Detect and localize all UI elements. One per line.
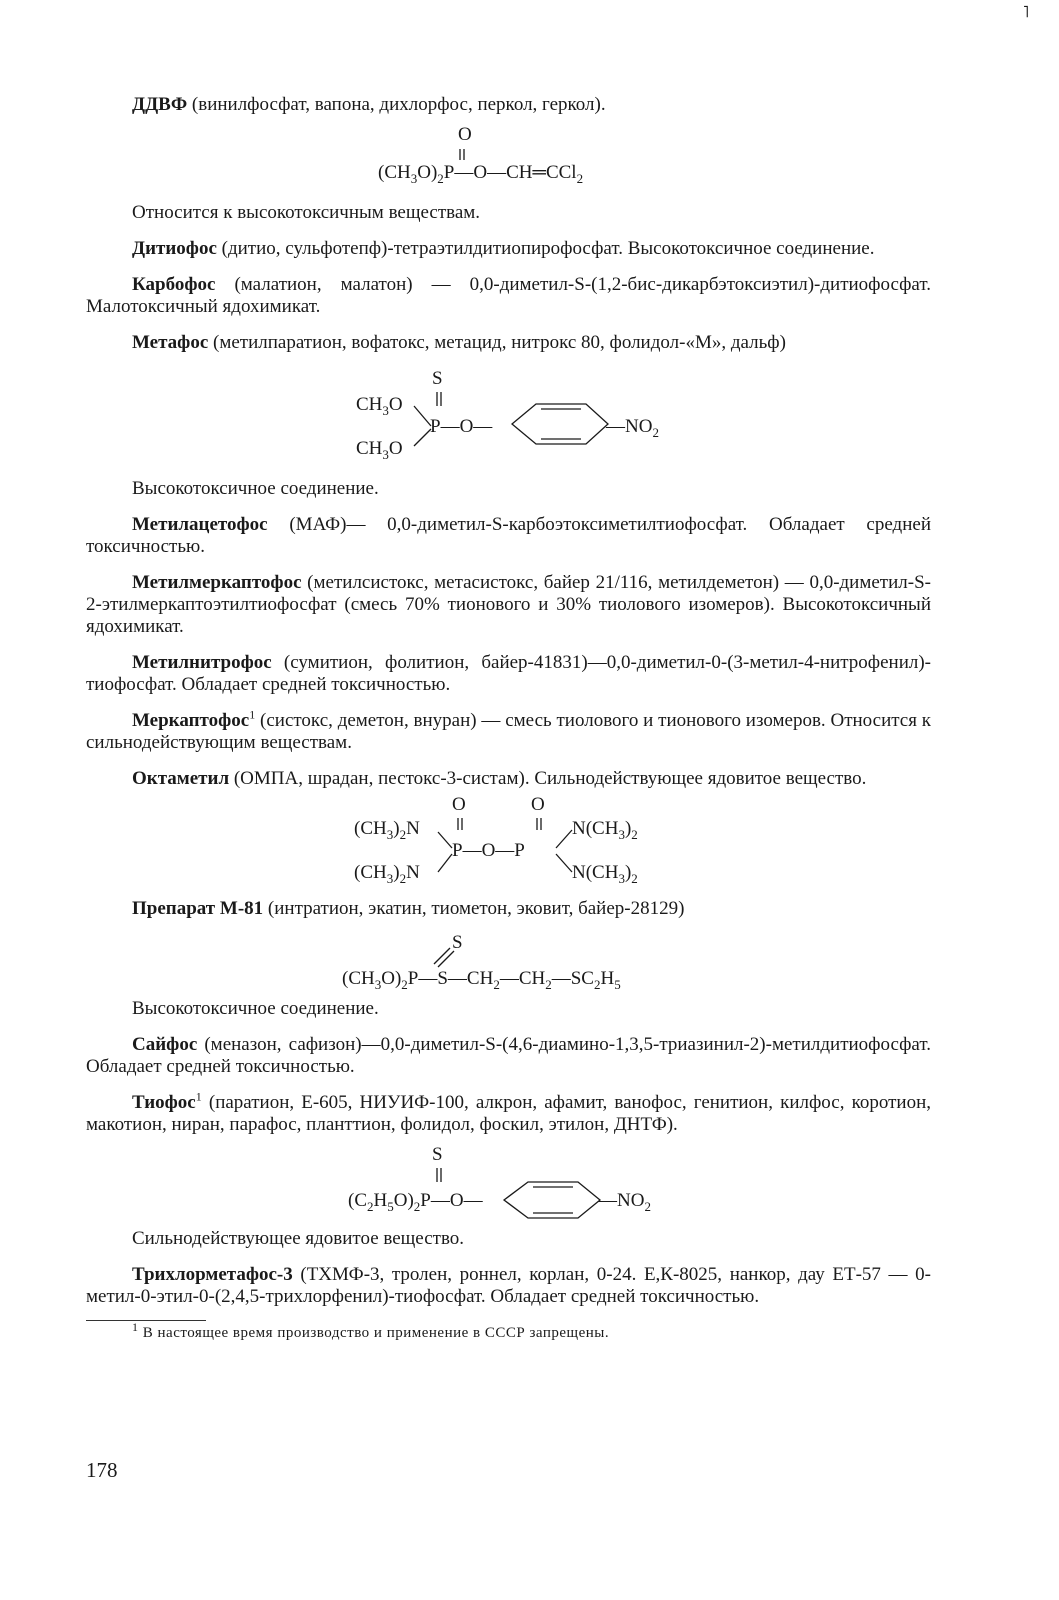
entry-term: Дитиофос <box>132 238 217 259</box>
formula-text: P—O— <box>430 416 493 437</box>
page-number: 178 <box>86 1458 118 1482</box>
entry-oktametil <box>86 768 931 790</box>
page-body <box>86 88 931 1342</box>
note-tiofos: Сильнодействующее ядовитое вещество. <box>132 1228 465 1249</box>
footnote-text: В настоящее время производство и применение в СССР запрещены. <box>138 1325 610 1341</box>
corner-mark: ˥ <box>1022 4 1029 21</box>
footnote-divider <box>86 1320 206 1321</box>
entry-text: (метилпаратион, вофатокс, метацид, нитрокс 80, фолидол-«М», дальф) <box>208 332 786 353</box>
note-m81: Высокотоксичное соединение. <box>132 998 379 1019</box>
formula-atom-s: S <box>432 368 443 389</box>
entry-text: (ТХМФ-3, тролен, роннел, корлан, 0-24. Е,К-8025, нанкор, дау ЕТ-57 — 0-метил-0-этил-0-(2,4,5-трихлорфенил)-тиофосфат. Обладает средней токсичностью. <box>86 1264 931 1307</box>
entry-term: Метилмеркаптофос <box>132 572 302 593</box>
entry-text: (ОМПА, шрадан, пестокс-3-систам). Сильнодействующее ядовитое вещество. <box>229 768 867 789</box>
formula-atom-o: O <box>531 794 545 815</box>
note-ddvf: Относится к высокотоксичным веществам. <box>132 202 481 223</box>
formula-ddvf-svg <box>86 116 931 184</box>
formula-text: $(CH_3)_2N$ <box>354 862 420 886</box>
entry-preparat-m81 <box>86 898 931 920</box>
entry-term: Тиофос <box>132 1092 196 1113</box>
entry-karbofos <box>86 274 931 318</box>
entry-text: (метилсистокс, метасистокс, байер 21/116, метилдеметон) — 0,0-диметил-S-2-этилмеркаптоэтилтиофосфат (смесь 70% тионового и 30% тиолового изомеров). Высокотоксичный ядохимикат. <box>86 572 931 637</box>
entry-text: (винилфосфат, вапона, дихлорфос, перкол, геркол). <box>187 94 606 115</box>
formula-text: $—NO_2$ <box>606 416 659 440</box>
formula-tiofos <box>86 1136 931 1216</box>
entry-term: ДДВФ <box>132 94 188 115</box>
entry-term: Октаметил <box>132 768 230 789</box>
formula-text: $CH_3O$ <box>356 438 403 462</box>
formula-atom-o: O <box>458 124 472 145</box>
entry-text: (меназон, сафизон)—0,0-диметил-S-(4,6-диамино-1,3,5-триазинил-2)-метилдитиофосфат. Обладает средней токсичностью. <box>86 1034 931 1077</box>
entry-ddvf <box>86 94 931 116</box>
entry-metilnitrofos <box>86 652 931 696</box>
entry-text: (паратион, Е-605, НИУИФ-100, алкрон, афамит, ванофос, генитион, килфос, коротион, макотион, ниран, парафос, планттион, фолидол, фоскил, этилон, ДНТФ). <box>86 1092 931 1135</box>
formula-text: $N(CH_3)_2$ <box>572 862 638 886</box>
entry-sayfos <box>86 1034 931 1078</box>
entry-metilacetofos <box>86 514 931 558</box>
formula-oktametil-svg <box>86 790 931 890</box>
entry-term: Карбофос <box>132 274 216 295</box>
entry-term: Препарат М-81 <box>132 898 264 919</box>
formula-text: $(CH_3O)_2P—O—CH═CCl_2$ <box>378 162 584 186</box>
formula-m81-svg <box>86 920 931 992</box>
formula-text: P—O—P <box>452 840 525 861</box>
formula-oktametil <box>86 790 931 890</box>
note-metafos: Высокотоксичное соединение. <box>132 478 379 499</box>
formula-text: $(C_2H_5O)_2P—O—$ <box>348 1190 483 1214</box>
entry-term: Метафос <box>132 332 209 353</box>
formula-text: $(CH_3)_2N$ <box>354 818 420 842</box>
formula-metafos <box>86 354 931 474</box>
entry-text: (систокс, деметон, внуран) — смесь тиолового и тионового изомеров. Относится к сильнодействующим веществам. <box>86 710 931 753</box>
entry-text: (малатион, малатон) — 0,0-диметил-S-(1,2-бис-дикарбэтоксиэтил)-дитиофосфат. Малотоксичный ядохимикат. <box>86 274 931 317</box>
formula-text: $(CH_3O)_2P—S—CH_2—CH_2—SC_2H_5$ <box>342 968 621 992</box>
entry-metafos <box>86 332 931 354</box>
entry-text: (сумитион, фолитион, байер-41831)—0,0-диметил-0-(3-метил-4-нитрофенил)-тиофосфат. Обладает средней токсичностью. <box>86 652 931 695</box>
entry-term: Меркаптофос <box>132 710 250 731</box>
formula-text: $CH_3O$ <box>356 394 403 418</box>
entry-trihlormetafos <box>86 1264 931 1308</box>
formula-m81 <box>86 920 931 992</box>
footnote-ref: 1 <box>195 1089 202 1104</box>
entry-text: (интратион, экатин, тиометон, эковит, байер-28129) <box>263 898 685 919</box>
entry-term: Сайфос <box>132 1034 198 1055</box>
entry-term: Метилнитрофос <box>132 652 272 673</box>
footnote-mark: 1 <box>132 1320 139 1334</box>
formula-ddvf <box>86 116 931 184</box>
entry-text: (дитио, сульфотепф)-тетраэтилдитиопирофосфат. Высокотоксичное соединение. <box>216 238 875 259</box>
formula-tiofos-svg <box>86 1136 931 1216</box>
entry-term: Трихлорметафос-3 <box>132 1264 293 1285</box>
entry-ditiofos <box>86 238 931 260</box>
formula-atom-s: S <box>432 1144 443 1165</box>
formula-text: $—NO_2$ <box>598 1190 651 1214</box>
formula-metafos-svg <box>86 354 931 474</box>
formula-atom-s: S <box>452 932 463 953</box>
footnote <box>86 1320 931 1342</box>
entry-merkaptofos <box>86 707 931 754</box>
entry-term: Метилацетофос <box>132 514 268 535</box>
entry-text: (МАФ)— 0,0-диметил-S-карбоэтоксиметилтиофосфат. Обладает средней токсичностью. <box>86 514 931 557</box>
entry-metilmerkaptofos <box>86 572 931 638</box>
formula-atom-o: O <box>452 794 466 815</box>
formula-text: $N(CH_3)_2$ <box>572 818 638 842</box>
footnote-ref: 1 <box>249 707 256 722</box>
entry-tiofos <box>86 1089 931 1136</box>
